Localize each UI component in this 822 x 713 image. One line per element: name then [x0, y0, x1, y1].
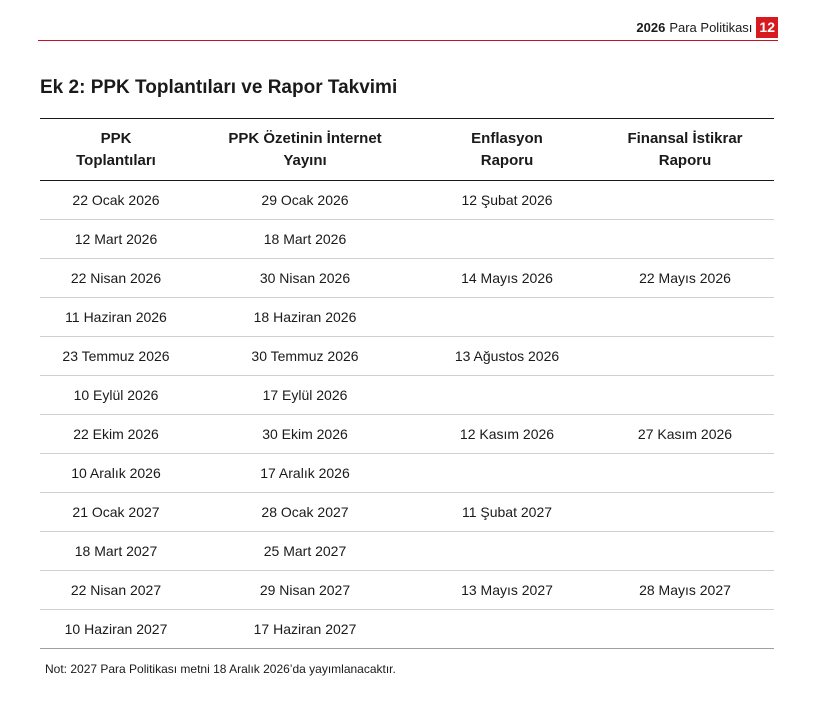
cell-inflation-report: 13 Ağustos 2026	[418, 337, 596, 376]
cell-inflation-report	[418, 610, 596, 649]
cell-financial-stability-report	[596, 220, 774, 259]
calendar-table	[40, 118, 774, 649]
cell-inflation-report	[418, 220, 596, 259]
cell-financial-stability-report	[596, 337, 774, 376]
cell-financial-stability-report	[596, 610, 774, 649]
table-row	[40, 610, 774, 649]
column-header-line: Finansal İstikrar	[627, 129, 743, 147]
header-year: 2026	[636, 20, 666, 35]
cell-ppk-meeting: 22 Nisan 2026	[40, 259, 192, 298]
cell-summary-publication: 30 Nisan 2026	[192, 259, 418, 298]
cell-summary-publication: 29 Nisan 2027	[192, 571, 418, 610]
header-row	[40, 119, 774, 181]
cell-summary-publication: 17 Aralık 2026	[192, 454, 418, 493]
cell-financial-stability-report	[596, 298, 774, 337]
column-header-line: PPK Özetinin İnternet	[228, 129, 382, 147]
table-row	[40, 415, 774, 454]
column-header-financial-stability-report	[596, 119, 774, 181]
cell-financial-stability-report	[596, 181, 774, 220]
table-body	[40, 181, 774, 649]
cell-summary-publication: 18 Mart 2026	[192, 220, 418, 259]
table-row	[40, 376, 774, 415]
cell-inflation-report: 12 Şubat 2026	[418, 181, 596, 220]
page-header	[38, 16, 778, 41]
column-header-line: Raporu	[480, 151, 534, 169]
table-row	[40, 298, 774, 337]
cell-summary-publication: 29 Ocak 2026	[192, 181, 418, 220]
cell-inflation-report: 12 Kasım 2026	[418, 415, 596, 454]
cell-inflation-report	[418, 298, 596, 337]
cell-inflation-report	[418, 376, 596, 415]
table-row	[40, 181, 774, 220]
cell-financial-stability-report: 27 Kasım 2026	[596, 415, 774, 454]
column-header-summary-publication	[192, 119, 418, 181]
cell-inflation-report	[418, 532, 596, 571]
cell-summary-publication: 25 Mart 2027	[192, 532, 418, 571]
cell-summary-publication: 17 Haziran 2027	[192, 610, 418, 649]
table-row	[40, 571, 774, 610]
cell-ppk-meeting: 22 Ocak 2026	[40, 181, 192, 220]
column-header-ppk-meetings	[40, 119, 192, 181]
cell-ppk-meeting: 10 Haziran 2027	[40, 610, 192, 649]
cell-financial-stability-report	[596, 454, 774, 493]
table-row	[40, 532, 774, 571]
cell-ppk-meeting: 18 Mart 2027	[40, 532, 192, 571]
table-row	[40, 454, 774, 493]
table-row	[40, 220, 774, 259]
column-header-line: PPK	[100, 129, 132, 147]
cell-summary-publication: 17 Eylül 2026	[192, 376, 418, 415]
cell-financial-stability-report	[596, 376, 774, 415]
cell-inflation-report: 14 Mayıs 2026	[418, 259, 596, 298]
cell-financial-stability-report: 22 Mayıs 2026	[596, 259, 774, 298]
cell-summary-publication: 28 Ocak 2027	[192, 493, 418, 532]
column-header-line: Raporu	[658, 151, 712, 169]
cell-inflation-report	[418, 454, 596, 493]
page-number-badge: 12	[756, 17, 778, 38]
cell-ppk-meeting: 22 Nisan 2027	[40, 571, 192, 610]
cell-financial-stability-report: 28 Mayıs 2027	[596, 571, 774, 610]
column-header-line: Yayını	[283, 151, 327, 169]
cell-summary-publication: 18 Haziran 2026	[192, 298, 418, 337]
column-header-inflation-report	[418, 119, 596, 181]
cell-ppk-meeting: 21 Ocak 2027	[40, 493, 192, 532]
cell-ppk-meeting: 10 Eylül 2026	[40, 376, 192, 415]
cell-inflation-report: 11 Şubat 2027	[418, 493, 596, 532]
cell-summary-publication: 30 Temmuz 2026	[192, 337, 418, 376]
table-header	[40, 119, 774, 181]
table-row	[40, 493, 774, 532]
header-title: Para Politikası	[669, 20, 753, 35]
cell-ppk-meeting: 12 Mart 2026	[40, 220, 192, 259]
column-header-line: Enflasyon	[471, 129, 543, 147]
cell-ppk-meeting: 10 Aralık 2026	[40, 454, 192, 493]
cell-financial-stability-report	[596, 532, 774, 571]
cell-ppk-meeting: 23 Temmuz 2026	[40, 337, 192, 376]
table-row	[40, 337, 774, 376]
section-title: Ek 2: PPK Toplantıları ve Rapor Takvimi	[40, 77, 398, 98]
header-right-group	[636, 16, 778, 39]
column-header-line: Toplantıları	[76, 151, 156, 169]
table-row	[40, 259, 774, 298]
cell-ppk-meeting: 11 Haziran 2026	[40, 298, 192, 337]
cell-inflation-report: 13 Mayıs 2027	[418, 571, 596, 610]
cell-summary-publication: 30 Ekim 2026	[192, 415, 418, 454]
cell-ppk-meeting: 22 Ekim 2026	[40, 415, 192, 454]
cell-financial-stability-report	[596, 493, 774, 532]
footnote: Not: 2027 Para Politikası metni 18 Aralık 2026’da yayımlanacaktır.	[45, 662, 396, 676]
